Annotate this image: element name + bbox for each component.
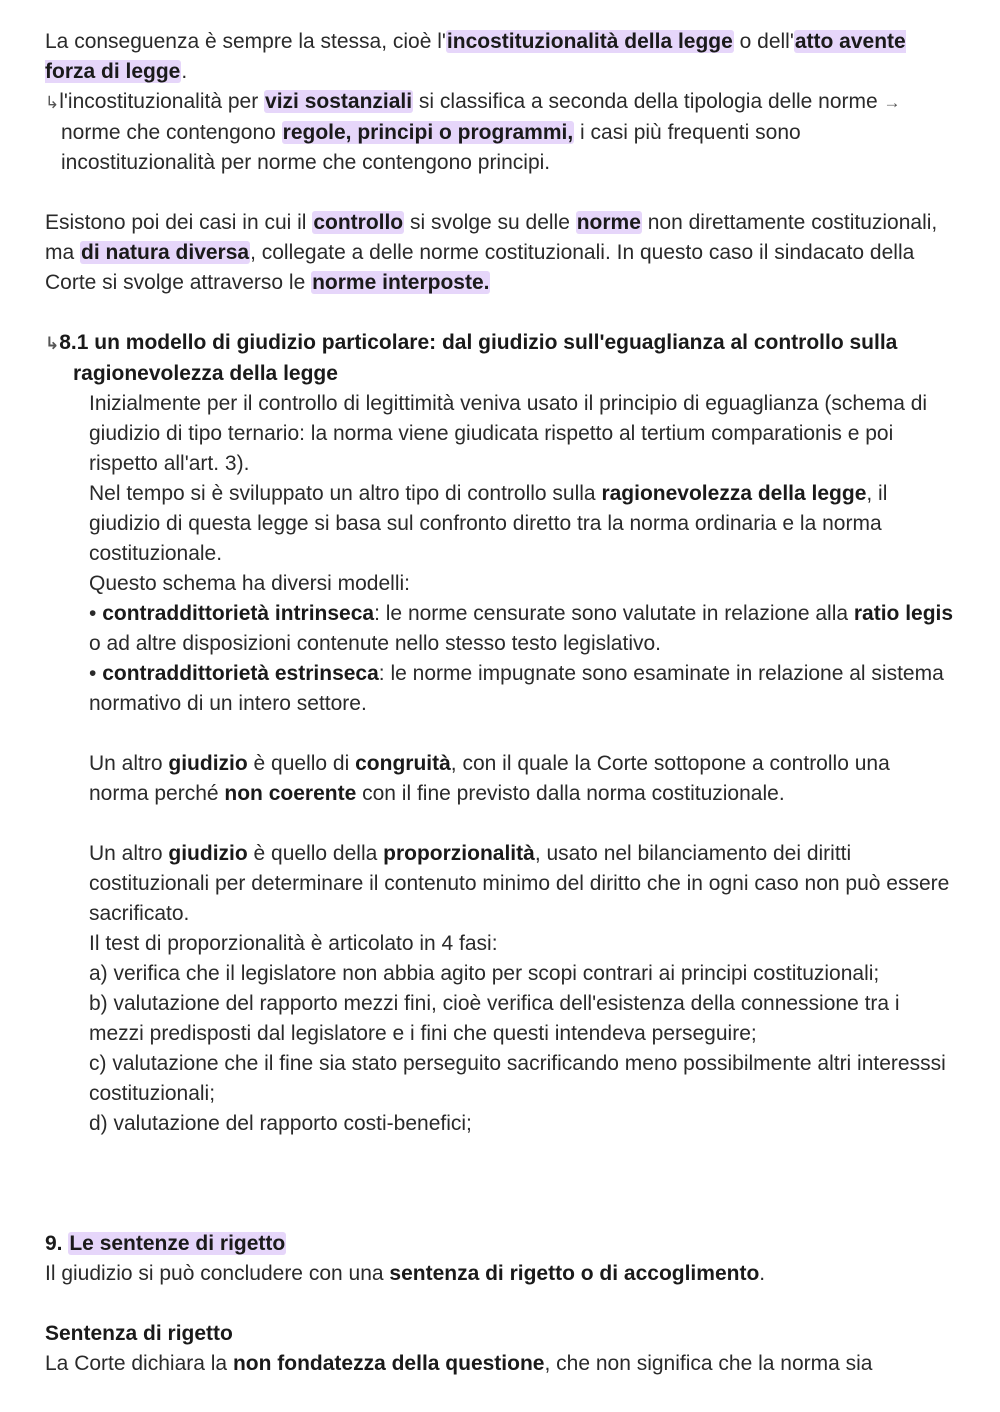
highlight-regole-principi: regole, principi o programmi, (282, 121, 574, 144)
bold-rigetto-accoglimento: sentenza di rigetto o di accoglimento (389, 1262, 760, 1285)
bold-non-coerente: non coerente (224, 782, 357, 805)
text: La conseguenza è sempre la stessa, cioè l' (45, 30, 446, 53)
highlight-controllo: controllo (313, 211, 404, 234)
list-item-step-c: c) valutazione che il fine sia stato perseguito sacrificando meno possibilmente altri interesssi costituzionali; (89, 1052, 946, 1105)
section-title-text: 8.1 un modello di giudizio particolare: dal giudizio sull'eguaglianza al controllo sulla ragionevolezza della legge (59, 331, 898, 385)
highlight-norme: norme (576, 211, 641, 234)
bold-giudizio: giudizio (168, 752, 248, 775)
bullet-estrinseca (89, 659, 955, 719)
paragraph-sentenze-intro (45, 1259, 955, 1289)
text: con il fine previsto dalla norma costituzionale. (356, 782, 785, 805)
text: l'incostituzionalità per (59, 90, 265, 113)
paragraph-norme-interposte (45, 208, 955, 298)
text: è quello di (247, 752, 356, 775)
bold-estrinseca: contraddittorietà estrinseca (102, 662, 379, 685)
list-item-step-b: b) valutazione del rapporto mezzi fini, cioè verifica dell'esistenza della connessione tra i mezzi predisposti dal legislatore e i fini che questi intendeva perseguire; (89, 992, 900, 1045)
paragraph-modelli: Questo schema ha diversi modelli: (89, 572, 410, 595)
text: , con il quale la Corte sottopone a controllo una norma perché (89, 752, 890, 805)
section-8-1-body (45, 389, 955, 1139)
text: norme che contengono (61, 121, 282, 144)
bold-giudizio: giudizio (168, 842, 248, 865)
spacer (45, 1289, 955, 1319)
paragraph-non-fondatezza (45, 1349, 955, 1379)
highlight-incostituzionalita: incostituzionalità della legge (446, 30, 733, 53)
text: : le norme impugnate sono esaminate in relazione al sistema normativo di un intero settore. (89, 662, 944, 715)
list-item-step-a: a) verifica che il legislatore non abbia agito per scopi contrari ai principi costituzionali; (89, 962, 880, 985)
text: . (181, 60, 188, 83)
text: o dell' (733, 30, 794, 53)
right-arrow-icon: → (883, 93, 901, 112)
text: Un altro (89, 842, 169, 865)
paragraph-vizi-sostanziali (45, 87, 955, 178)
spacer (45, 1139, 955, 1229)
spacer (89, 719, 955, 749)
spacer (89, 809, 955, 839)
text: Il giudizio si può concludere con una (45, 1262, 390, 1285)
section-8-1-title (29, 328, 955, 389)
text: . (759, 1262, 766, 1285)
return-arrow-icon: ↳ (45, 93, 60, 112)
bold-intrinseca: contraddittorietà intrinseca (102, 602, 375, 625)
section-number: 9. (45, 1232, 69, 1255)
text: : le norme censurate sono valutate in relazione alla (374, 602, 854, 625)
text: Nel tempo si è sviluppato un altro tipo di controllo sulla (89, 482, 602, 505)
subsection-title-sentenza-di-rigetto: Sentenza di rigetto (45, 1322, 233, 1345)
text: , collegate a delle norme costituzionali. In questo caso il sindacato della Corte si svolge attraverso le (45, 241, 915, 294)
paragraph-test-intro: Il test di proporzionalità è articolato in 4 fasi: (89, 932, 498, 955)
highlight-norme-interposte: norme interposte. (312, 271, 490, 294)
highlight-natura-diversa: di natura diversa (81, 241, 250, 264)
paragraph-consequence (45, 27, 955, 87)
text: non direttamente costituzionali, ma (45, 211, 938, 264)
bold-ragionevolezza: ragionevolezza della legge (601, 482, 867, 505)
paragraph-ragionevolezza (89, 479, 955, 569)
spacer (45, 178, 955, 208)
text: , usato nel bilanciamento dei diritti costituzionali per determinare il contenuto minimo del diritto che in ogni caso non può essere sacrificato. (89, 842, 950, 925)
highlight-atto-avente-forza: atto avente forza di legge (45, 30, 906, 83)
bold-proporzionalita: proporzionalità (383, 842, 535, 865)
bullet-intrinseca (89, 599, 955, 659)
bullet-icon: • (89, 662, 97, 685)
highlight-sentenze-di-rigetto: Le sentenze di rigetto (69, 1232, 286, 1255)
bold-non-fondatezza: non fondatezza della questione (232, 1352, 545, 1375)
paragraph-congruita (89, 749, 955, 809)
bullet-icon: • (89, 602, 97, 625)
list-item-step-d: d) valutazione del rapporto costi-benefici; (89, 1112, 472, 1135)
text: si classifica a seconda della tipologia delle norme (413, 90, 884, 113)
text: Un altro (89, 752, 169, 775)
text: o ad altre disposizioni contenute nello stesso testo legislativo. (89, 632, 662, 655)
text: , che non significa che la norma sia (544, 1352, 873, 1375)
text: i casi più frequenti sono incostituzionalità per norme che contengono principi. (61, 121, 801, 174)
paragraph-proporzionalita (89, 839, 955, 929)
return-arrow-icon: ↳ (45, 334, 60, 353)
text: Esistono poi dei casi in cui il (45, 211, 313, 234)
highlight-vizi-sostanziali: vizi sostanziali (265, 90, 413, 113)
section-9-title (45, 1229, 955, 1259)
text: è quello della (247, 842, 384, 865)
text: , il giudizio di questa legge si basa sul confronto diretto tra la norma ordinaria e la norma costituzionale. (89, 482, 888, 565)
bold-ratio-legis: ratio legis (853, 602, 954, 625)
text: si svolge su delle (404, 211, 576, 234)
spacer (45, 298, 955, 328)
text: La Corte dichiara la (45, 1352, 233, 1375)
paragraph-eguaglianza: Inizialmente per il controllo di legittimità veniva usato il principio di eguaglianza (schema di giudizio di tipo ternario: la norma viene giudicata rispetto al tertium comparationis e poi rispetto all'art. 3). (89, 392, 928, 475)
bold-congruita: congruità (355, 752, 451, 775)
